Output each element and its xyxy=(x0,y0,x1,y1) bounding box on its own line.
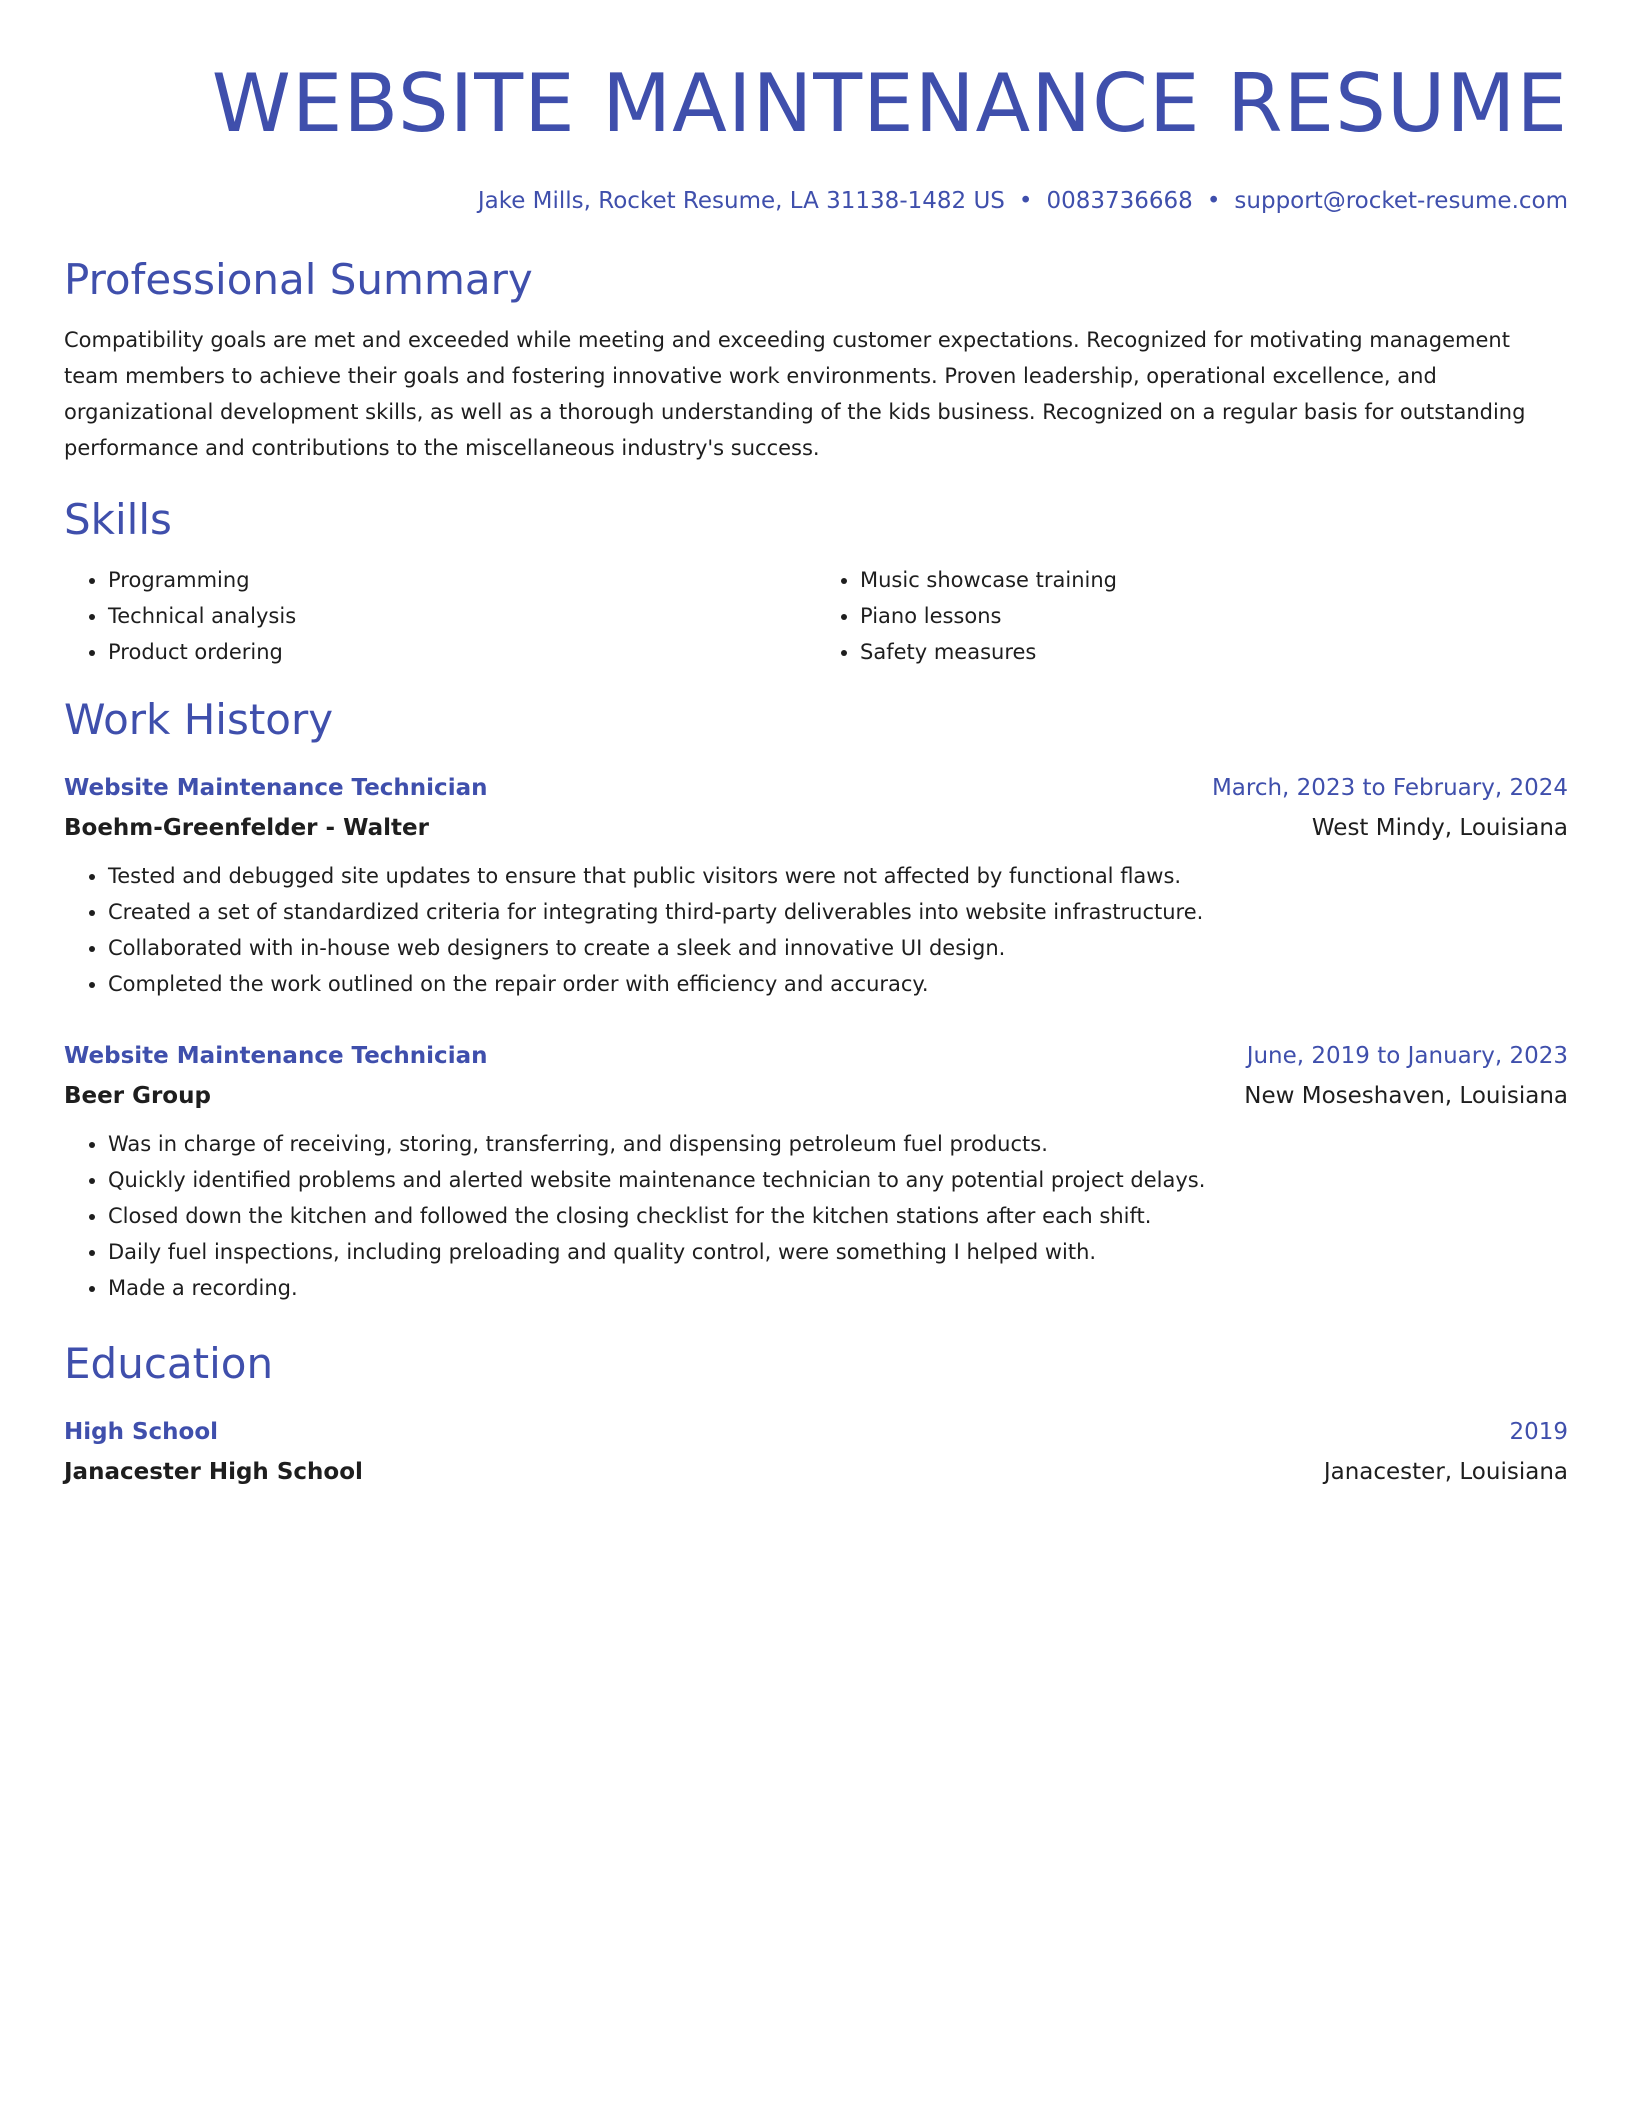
job-company: Boehm-Greenfelder - Walter xyxy=(64,815,429,841)
skills-heading: Skills xyxy=(64,495,172,544)
skills-section xyxy=(64,492,1568,670)
contact-line xyxy=(64,184,1568,218)
summary-text: Compatibility goals are met and exceeded while meeting and exceeding customer expectations. Recognized for motivating management team members to achieve their goals and fostering innovative work environments. Proven leadership, operational excellence, and organizational development skills, as well as a thorough understanding of the kids business. Recognized on a regular basis for outstanding performance and contributions to the miscellaneous industry's success. xyxy=(64,328,1526,460)
job-company-row xyxy=(64,1074,1568,1114)
skill-item: • Product ordering xyxy=(108,634,816,670)
job-bullet: • Created a set of standardized criteria for integrating third-party deliverables into website infrastructure. xyxy=(108,894,1568,930)
education-school: Janacester High School xyxy=(64,1459,363,1485)
skill-item: • Programming xyxy=(108,562,816,598)
job-title: Website Maintenance Technician xyxy=(64,1043,488,1069)
skills-left-column xyxy=(64,562,816,670)
job-header-row xyxy=(64,770,1568,806)
job-bullet: • Quickly identified problems and alerted website maintenance technician to any potential project delays. xyxy=(108,1162,1568,1198)
education-location: Janacester, Louisiana xyxy=(1323,1459,1568,1485)
job-location: New Moseshaven, Louisiana xyxy=(1244,1083,1568,1109)
job-company-row xyxy=(64,806,1568,846)
education-section xyxy=(64,1336,1568,1490)
skill-item: • Technical analysis xyxy=(108,598,816,634)
resume-page xyxy=(64,0,1568,1490)
resume-title: WEBSITE MAINTENANCE RESUME xyxy=(211,57,1568,150)
education-degree: High School xyxy=(64,1419,219,1445)
job-bullet: • Made a recording. xyxy=(108,1270,1568,1306)
job-bullet: • Tested and debugged site updates to ensure that public visitors were not affected by functional flaws. xyxy=(108,858,1568,894)
job-entry xyxy=(64,1038,1568,1306)
skills-grid xyxy=(64,562,1568,670)
skill-item: • Safety measures xyxy=(860,634,1568,670)
education-school-row xyxy=(64,1450,1568,1490)
job-bullet: • Daily fuel inspections, including preloading and quality control, were something I helped with. xyxy=(108,1234,1568,1270)
job-title: Website Maintenance Technician xyxy=(64,775,488,801)
job-bullets xyxy=(64,1126,1568,1306)
job-entry xyxy=(64,770,1568,1002)
job-bullet: • Closed down the kitchen and followed the closing checklist for the kitchen stations after each shift. xyxy=(108,1198,1568,1234)
education-year: 2019 xyxy=(1509,1419,1568,1445)
work-history-section xyxy=(64,692,1568,1306)
skill-item: • Music showcase training xyxy=(860,562,1568,598)
education-entry xyxy=(64,1414,1568,1490)
job-header-row xyxy=(64,1038,1568,1074)
job-location: West Mindy, Louisiana xyxy=(1311,815,1568,841)
job-company: Beer Group xyxy=(64,1083,211,1109)
contact-email: support@rocket-resume.com xyxy=(1234,188,1568,214)
contact-phone: 0083736668 xyxy=(1046,188,1193,214)
job-bullets xyxy=(64,858,1568,1002)
summary-section xyxy=(64,252,1568,466)
job-bullet: • Was in charge of receiving, storing, transferring, and dispensing petroleum fuel products. xyxy=(108,1126,1568,1162)
contact-address: Jake Mills, Rocket Resume, LA 31138-1482 US xyxy=(477,188,1005,214)
skills-right-column xyxy=(816,562,1568,670)
contact-separator: • xyxy=(1206,188,1221,214)
summary-heading: Professional Summary xyxy=(64,255,533,304)
contact-separator: • xyxy=(1018,188,1033,214)
job-bullet: • Completed the work outlined on the repair order with efficiency and accuracy. xyxy=(108,966,1568,1002)
education-heading: Education xyxy=(64,1339,274,1388)
education-header-row xyxy=(64,1414,1568,1450)
job-dates: June, 2019 to January, 2023 xyxy=(1246,1043,1568,1069)
job-bullet: • Collaborated with in-house web designers to create a sleek and innovative UI design. xyxy=(108,930,1568,966)
job-dates: March, 2023 to February, 2024 xyxy=(1211,775,1568,801)
skill-item: • Piano lessons xyxy=(860,598,1568,634)
work-history-heading: Work History xyxy=(64,695,334,744)
